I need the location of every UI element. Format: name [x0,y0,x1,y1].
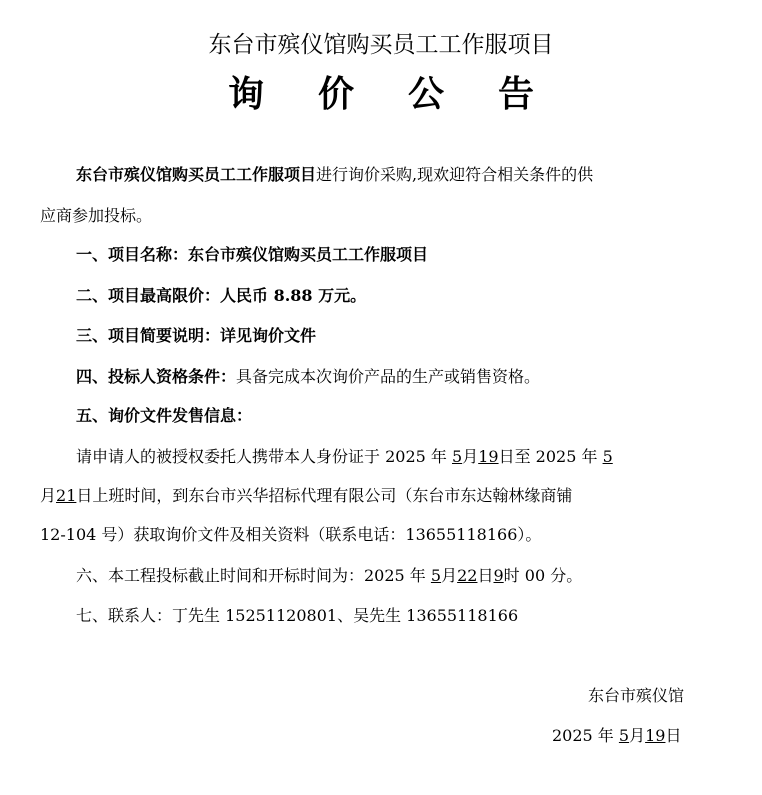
deadline-text: 时 00 分。 [503,566,583,585]
heading-char: 告 [498,73,535,115]
qualification-label: 四、投标人资格条件： [76,367,237,386]
sale-text: 日至 2025 年 [498,447,598,466]
sale-end-day: 21 [56,486,77,505]
intro-project-name: 东台市殡仪馆购买员工工作服项目 [76,165,317,184]
intro-line-2: 应商参加投标。 [40,206,153,225]
heading-char: 价 [317,73,354,115]
sale-text: 请申请人的被授权委托人携带本人身份证于 2025 年 [76,447,447,466]
deadline-text: 日 [477,566,494,585]
intro-text: 进行询价采购,现欢迎符合相关条件的供 [316,165,594,184]
signature-org: 东台市殡仪馆 [588,686,685,705]
item-brief: 三、项目简要说明：详见询价文件 [76,326,317,345]
deadline-day: 22 [457,566,478,585]
sale-start-month: 5 [452,447,463,466]
deadline-month: 5 [430,566,442,585]
date-day: 19 [645,726,666,745]
heading-char: 询 [227,73,264,115]
qualification-text: 具备完成本次询价产品的生产或销售资格。 [236,367,541,386]
deadline-text: 月 [441,566,458,585]
sale-text: 日上班时间，到东台市兴华招标代理有限公司（东台市东达翰林缘商铺 [76,486,573,505]
heading-char: 公 [408,73,445,115]
sale-start-day: 19 [478,447,499,466]
notice-heading [0,66,762,117]
item-qualification [76,367,540,387]
date-text: 月 [629,726,646,745]
project-title: 东台市殡仪馆购买员工工作服项目 [208,32,554,58]
item-sale-info: 五、询价文件发售信息： [76,406,253,425]
signature-date [552,726,681,746]
date-text: 2025 年 [552,726,614,745]
deadline-hour: 9 [493,566,504,585]
sale-end-month: 5 [602,447,613,466]
date-month: 5 [618,726,630,745]
deadline-text: 六、本工程投标截止时间和开标时间为：2025 年 [76,566,426,585]
sale-text: 月 [462,447,479,466]
item-max-price: 二、项目最高限价：人民币 8.88 万元。 [76,286,367,305]
sale-text: 月 [40,486,57,505]
item-deadline [76,566,582,586]
date-text: 日 [665,726,682,745]
sale-line-1 [76,447,613,467]
intro-line-1 [76,165,593,185]
sale-line-3: 12-104 号）获取询价文件及相关资料（联系电话：13655118166）。 [40,525,542,544]
item-project-name: 一、项目名称：东台市殡仪馆购买员工工作服项目 [76,245,429,264]
sale-line-2 [40,486,572,506]
item-contact: 七、联系人：丁先生 15251120801、吴先生 13655118166 [76,606,519,625]
